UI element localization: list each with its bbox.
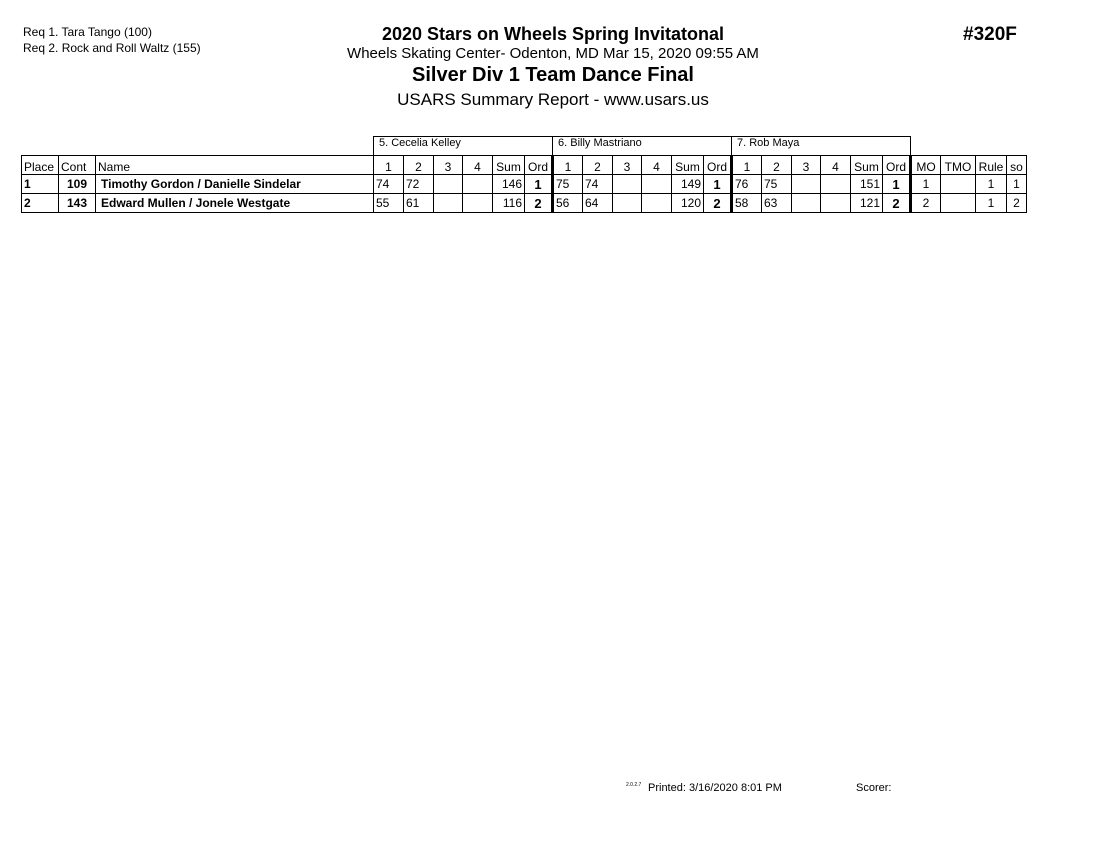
results-table (21, 136, 1027, 213)
sum-cell: 149 (672, 175, 704, 194)
score-cell (821, 175, 851, 194)
place-cell: 2 (22, 194, 59, 213)
place-cell: 1 (22, 175, 59, 194)
score-cell: 72 (404, 175, 434, 194)
col-ord: Ord (525, 156, 553, 175)
score-cell (463, 194, 493, 213)
ord-cell: 2 (704, 194, 732, 213)
cont-cell: 109 (59, 175, 96, 194)
tmo-cell (941, 194, 976, 213)
score-cell (613, 194, 642, 213)
tmo-cell (941, 175, 976, 194)
col-score-4: 4 (642, 156, 672, 175)
col-score-3: 3 (613, 156, 642, 175)
score-cell: 74 (374, 175, 404, 194)
score-cell (434, 175, 463, 194)
sum-cell: 121 (851, 194, 883, 213)
score-cell (434, 194, 463, 213)
col-cont: Cont (59, 156, 96, 175)
col-sum: Sum (851, 156, 883, 175)
col-sum: Sum (493, 156, 525, 175)
col-ord: Ord (704, 156, 732, 175)
cont-cell: 143 (59, 194, 96, 213)
col-score-3: 3 (792, 156, 821, 175)
sum-cell: 116 (493, 194, 525, 213)
skater-name-cell: Edward Mullen / Jonele Westgate (96, 194, 374, 213)
required-dance-2: Req 2. Rock and Roll Waltz (155) (23, 41, 201, 55)
event-title: Silver Div 1 Team Dance Final (412, 64, 694, 86)
table-row (22, 175, 1027, 194)
score-cell: 56 (553, 194, 583, 213)
col-mo: MO (911, 156, 941, 175)
sum-cell: 151 (851, 175, 883, 194)
mo-cell: 2 (911, 194, 941, 213)
col-score-4: 4 (821, 156, 851, 175)
score-cell: 64 (583, 194, 613, 213)
score-cell (821, 194, 851, 213)
venue-date: Wheels Skating Center- Odenton, MD Mar 15, 2020 09:55 AM (347, 45, 759, 62)
ord-cell: 1 (704, 175, 732, 194)
score-cell: 55 (374, 194, 404, 213)
col-name: Name (96, 156, 374, 175)
mo-cell: 1 (911, 175, 941, 194)
rule-cell: 1 (976, 194, 1007, 213)
ord-cell: 2 (883, 194, 911, 213)
col-score-3: 3 (434, 156, 463, 175)
report-subtitle: USARS Summary Report - www.usars.us (397, 90, 709, 109)
table-row (22, 194, 1027, 213)
col-score-4: 4 (463, 156, 493, 175)
score-cell (792, 194, 821, 213)
col-score-1: 1 (553, 156, 583, 175)
score-cell (792, 175, 821, 194)
score-cell (613, 175, 642, 194)
score-cell: 58 (732, 194, 762, 213)
score-cell: 75 (762, 175, 792, 194)
col-so: so (1007, 156, 1027, 175)
col-score-2: 2 (404, 156, 434, 175)
ord-cell: 1 (883, 175, 911, 194)
col-place: Place (22, 156, 59, 175)
so-cell: 2 (1007, 194, 1027, 213)
judge-header-row (22, 137, 1027, 156)
score-cell: 76 (732, 175, 762, 194)
so-cell: 1 (1007, 175, 1027, 194)
ord-cell: 1 (525, 175, 553, 194)
version-label: 2.0.2.7 (626, 782, 642, 788)
score-cell: 61 (404, 194, 434, 213)
sum-cell: 120 (672, 194, 704, 213)
column-header-row (22, 156, 1027, 175)
score-cell: 74 (583, 175, 613, 194)
score-cell: 75 (553, 175, 583, 194)
sum-cell: 146 (493, 175, 525, 194)
required-dance-1: Req 1. Tara Tango (100) (23, 25, 152, 39)
col-sum: Sum (672, 156, 704, 175)
col-score-1: 1 (732, 156, 762, 175)
rule-cell: 1 (976, 175, 1007, 194)
judge-name: 7. Rob Maya (732, 137, 911, 156)
col-rule: Rule (976, 156, 1007, 175)
event-code: #320F (963, 24, 1017, 45)
col-tmo: TMO (941, 156, 976, 175)
ord-cell: 2 (525, 194, 553, 213)
score-cell (642, 194, 672, 213)
skater-name-cell: Timothy Gordon / Danielle Sindelar (96, 175, 374, 194)
col-ord: Ord (883, 156, 911, 175)
score-cell: 63 (762, 194, 792, 213)
col-score-2: 2 (583, 156, 613, 175)
score-cell (642, 175, 672, 194)
col-score-1: 1 (374, 156, 404, 175)
judge-name: 5. Cecelia Kelley (374, 137, 553, 156)
judge-name: 6. Billy Mastriano (553, 137, 732, 156)
col-score-2: 2 (762, 156, 792, 175)
competition-title: 2020 Stars on Wheels Spring Invitatonal (381, 24, 725, 44)
printed-timestamp: Printed: 3/16/2020 8:01 PM (648, 782, 782, 794)
score-cell (463, 175, 493, 194)
scorer-label: Scorer: (856, 782, 892, 794)
